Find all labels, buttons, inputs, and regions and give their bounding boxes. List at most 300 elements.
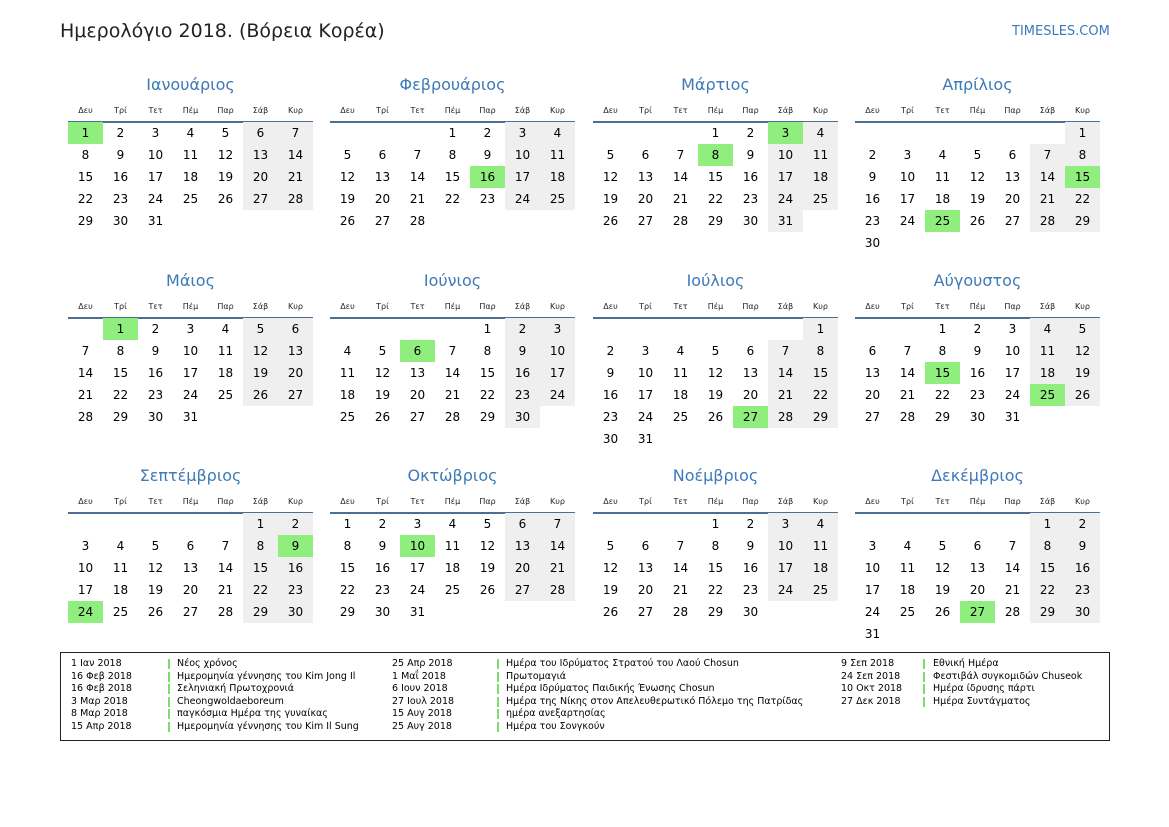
day-cell[interactable]: 7 — [1008, 539, 1017, 553]
day-cell[interactable]: 14 — [672, 561, 689, 575]
holiday-day-cell[interactable]: 3 — [768, 122, 803, 144]
day-cell[interactable]: 25 — [803, 188, 838, 210]
day-cell[interactable]: 5 — [606, 539, 615, 553]
day-cell[interactable]: 6 — [641, 148, 650, 162]
day-cell[interactable]: 31 — [1004, 410, 1021, 424]
day-cell[interactable]: 22 — [339, 583, 356, 597]
day-cell[interactable]: 21 — [409, 192, 426, 206]
day-cell[interactable]: 17 — [637, 388, 654, 402]
day-cell[interactable]: 11 — [182, 148, 199, 162]
day-cell[interactable]: 9 — [746, 148, 755, 162]
day-cell[interactable]: 18 — [803, 557, 838, 579]
day-cell[interactable]: 20 — [374, 192, 391, 206]
day-cell[interactable]: 26 — [707, 410, 724, 424]
day-cell[interactable]: 8 — [448, 148, 457, 162]
day-cell[interactable]: 3 — [186, 322, 195, 336]
day-cell[interactable]: 15 — [1030, 557, 1065, 579]
day-cell[interactable]: 19 — [147, 583, 164, 597]
day-cell[interactable]: 2 — [868, 148, 877, 162]
day-cell[interactable]: 20 — [864, 388, 881, 402]
day-cell[interactable]: 12 — [479, 539, 496, 553]
day-cell[interactable]: 4 — [343, 344, 352, 358]
day-cell[interactable]: 5 — [343, 148, 352, 162]
holiday-day-cell[interactable]: 27 — [733, 406, 768, 428]
day-cell[interactable]: 4 — [186, 126, 195, 140]
day-cell[interactable]: 11 — [803, 144, 838, 166]
day-cell[interactable]: 21 — [672, 583, 689, 597]
day-cell[interactable]: 14 — [77, 366, 94, 380]
day-cell[interactable]: 14 — [1030, 166, 1065, 188]
day-cell[interactable]: 18 — [444, 561, 461, 575]
day-cell[interactable]: 26 — [243, 384, 278, 406]
day-cell[interactable]: 29 — [243, 601, 278, 623]
day-cell[interactable]: 12 — [707, 366, 724, 380]
day-cell[interactable]: 9 — [505, 340, 540, 362]
day-cell[interactable]: 9 — [483, 148, 492, 162]
day-cell[interactable]: 30 — [602, 432, 619, 446]
day-cell[interactable]: 7 — [448, 344, 457, 358]
day-cell[interactable]: 4 — [448, 517, 457, 531]
day-cell[interactable]: 25 — [182, 192, 199, 206]
day-cell[interactable]: 9 — [606, 366, 615, 380]
day-cell[interactable]: 8 — [1065, 144, 1100, 166]
day-cell[interactable]: 26 — [934, 605, 951, 619]
day-cell[interactable]: 13 — [374, 170, 391, 184]
day-cell[interactable]: 3 — [540, 318, 575, 340]
day-cell[interactable]: 17 — [864, 583, 881, 597]
day-cell[interactable]: 28 — [899, 410, 916, 424]
day-cell[interactable]: 17 — [540, 362, 575, 384]
day-cell[interactable]: 2 — [746, 517, 755, 531]
day-cell[interactable]: 5 — [243, 318, 278, 340]
day-cell[interactable]: 14 — [278, 144, 313, 166]
holiday-day-cell[interactable]: 24 — [68, 601, 103, 623]
day-cell[interactable]: 8 — [116, 344, 125, 358]
day-cell[interactable]: 22 — [479, 388, 496, 402]
day-cell[interactable]: 18 — [1030, 362, 1065, 384]
day-cell[interactable]: 15 — [243, 557, 278, 579]
day-cell[interactable]: 20 — [742, 388, 759, 402]
day-cell[interactable]: 31 — [864, 627, 881, 641]
day-cell[interactable]: 24 — [409, 583, 426, 597]
day-cell[interactable]: 25 — [444, 583, 461, 597]
day-cell[interactable]: 23 — [147, 388, 164, 402]
day-cell[interactable]: 4 — [1030, 318, 1065, 340]
day-cell[interactable]: 17 — [505, 166, 540, 188]
day-cell[interactable]: 6 — [505, 513, 540, 535]
day-cell[interactable]: 23 — [505, 384, 540, 406]
day-cell[interactable]: 28 — [217, 605, 234, 619]
day-cell[interactable]: 22 — [707, 192, 724, 206]
day-cell[interactable]: 17 — [1004, 366, 1021, 380]
day-cell[interactable]: 5 — [1065, 318, 1100, 340]
day-cell[interactable]: 7 — [1030, 144, 1065, 166]
day-cell[interactable]: 24 — [637, 410, 654, 424]
day-cell[interactable]: 13 — [742, 366, 759, 380]
day-cell[interactable]: 12 — [339, 170, 356, 184]
day-cell[interactable]: 18 — [934, 192, 951, 206]
day-cell[interactable]: 28 — [444, 410, 461, 424]
day-cell[interactable]: 4 — [803, 122, 838, 144]
day-cell[interactable]: 11 — [934, 170, 951, 184]
day-cell[interactable]: 11 — [444, 539, 461, 553]
day-cell[interactable]: 20 — [409, 388, 426, 402]
day-cell[interactable]: 2 — [278, 513, 313, 535]
day-cell[interactable]: 29 — [339, 605, 356, 619]
day-cell[interactable]: 20 — [505, 557, 540, 579]
day-cell[interactable]: 11 — [339, 366, 356, 380]
day-cell[interactable]: 22 — [77, 192, 94, 206]
day-cell[interactable]: 10 — [768, 535, 803, 557]
day-cell[interactable]: 13 — [1004, 170, 1021, 184]
day-cell[interactable]: 23 — [1065, 579, 1100, 601]
day-cell[interactable]: 7 — [768, 340, 803, 362]
day-cell[interactable]: 30 — [147, 410, 164, 424]
day-cell[interactable]: 22 — [243, 579, 278, 601]
day-cell[interactable]: 8 — [81, 148, 90, 162]
day-cell[interactable]: 6 — [746, 344, 755, 358]
day-cell[interactable]: 8 — [243, 535, 278, 557]
day-cell[interactable]: 14 — [1004, 561, 1021, 575]
day-cell[interactable]: 9 — [868, 170, 877, 184]
day-cell[interactable]: 12 — [243, 340, 278, 362]
day-cell[interactable]: 3 — [81, 539, 90, 553]
day-cell[interactable]: 17 — [768, 557, 803, 579]
day-cell[interactable]: 23 — [479, 192, 496, 206]
day-cell[interactable]: 6 — [1008, 148, 1017, 162]
day-cell[interactable]: 5 — [938, 539, 947, 553]
day-cell[interactable]: 15 — [339, 561, 356, 575]
day-cell[interactable]: 31 — [768, 210, 803, 232]
day-cell[interactable]: 23 — [602, 410, 619, 424]
day-cell[interactable]: 27 — [1004, 214, 1021, 228]
holiday-day-cell[interactable]: 15 — [925, 362, 960, 384]
day-cell[interactable]: 24 — [768, 188, 803, 210]
day-cell[interactable]: 27 — [637, 214, 654, 228]
day-cell[interactable]: 7 — [81, 344, 90, 358]
day-cell[interactable]: 28 — [540, 579, 575, 601]
day-cell[interactable]: 5 — [221, 126, 230, 140]
day-cell[interactable]: 23 — [374, 583, 391, 597]
day-cell[interactable]: 16 — [505, 362, 540, 384]
day-cell[interactable]: 20 — [182, 583, 199, 597]
day-cell[interactable]: 4 — [676, 344, 685, 358]
day-cell[interactable]: 11 — [217, 344, 234, 358]
day-cell[interactable]: 28 — [672, 605, 689, 619]
day-cell[interactable]: 11 — [540, 144, 575, 166]
day-cell[interactable]: 21 — [540, 557, 575, 579]
day-cell[interactable]: 30 — [864, 236, 881, 250]
day-cell[interactable]: 13 — [182, 561, 199, 575]
day-cell[interactable]: 21 — [1004, 583, 1021, 597]
day-cell[interactable]: 25 — [339, 410, 356, 424]
day-cell[interactable]: 14 — [444, 366, 461, 380]
day-cell[interactable]: 1 — [711, 517, 720, 531]
day-cell[interactable]: 7 — [278, 122, 313, 144]
day-cell[interactable]: 12 — [602, 170, 619, 184]
day-cell[interactable]: 9 — [746, 539, 755, 553]
day-cell[interactable]: 23 — [742, 192, 759, 206]
day-cell[interactable]: 10 — [899, 170, 916, 184]
day-cell[interactable]: 21 — [768, 384, 803, 406]
day-cell[interactable]: 23 — [742, 583, 759, 597]
day-cell[interactable]: 29 — [479, 410, 496, 424]
day-cell[interactable]: 7 — [676, 148, 685, 162]
day-cell[interactable]: 20 — [969, 583, 986, 597]
day-cell[interactable]: 19 — [969, 192, 986, 206]
day-cell[interactable]: 16 — [969, 366, 986, 380]
day-cell[interactable]: 30 — [112, 214, 129, 228]
day-cell[interactable]: 26 — [602, 214, 619, 228]
day-cell[interactable]: 18 — [803, 166, 838, 188]
day-cell[interactable]: 6 — [641, 539, 650, 553]
day-cell[interactable]: 18 — [339, 388, 356, 402]
day-cell[interactable]: 13 — [409, 366, 426, 380]
day-cell[interactable]: 2 — [973, 322, 982, 336]
day-cell[interactable]: 8 — [938, 344, 947, 358]
day-cell[interactable]: 19 — [374, 388, 391, 402]
day-cell[interactable]: 8 — [711, 539, 720, 553]
day-cell[interactable]: 25 — [672, 410, 689, 424]
day-cell[interactable]: 10 — [540, 340, 575, 362]
holiday-day-cell[interactable]: 9 — [278, 535, 313, 557]
day-cell[interactable]: 18 — [540, 166, 575, 188]
day-cell[interactable]: 30 — [374, 605, 391, 619]
day-cell[interactable]: 10 — [182, 344, 199, 358]
day-cell[interactable]: 3 — [505, 122, 540, 144]
day-cell[interactable]: 30 — [1065, 601, 1100, 623]
day-cell[interactable]: 12 — [374, 366, 391, 380]
day-cell[interactable]: 27 — [182, 605, 199, 619]
day-cell[interactable]: 27 — [864, 410, 881, 424]
day-cell[interactable]: 19 — [934, 583, 951, 597]
holiday-day-cell[interactable]: 15 — [1065, 166, 1100, 188]
day-cell[interactable]: 11 — [1030, 340, 1065, 362]
day-cell[interactable]: 25 — [217, 388, 234, 402]
day-cell[interactable]: 26 — [969, 214, 986, 228]
day-cell[interactable]: 4 — [540, 122, 575, 144]
day-cell[interactable]: 13 — [864, 366, 881, 380]
holiday-day-cell[interactable]: 25 — [1030, 384, 1065, 406]
day-cell[interactable]: 6 — [973, 539, 982, 553]
day-cell[interactable]: 15 — [444, 170, 461, 184]
day-cell[interactable]: 16 — [742, 170, 759, 184]
day-cell[interactable]: 13 — [278, 340, 313, 362]
day-cell[interactable]: 26 — [217, 192, 234, 206]
day-cell[interactable]: 16 — [864, 192, 881, 206]
day-cell[interactable]: 23 — [112, 192, 129, 206]
day-cell[interactable]: 1 — [803, 318, 838, 340]
day-cell[interactable]: 18 — [672, 388, 689, 402]
day-cell[interactable]: 29 — [707, 605, 724, 619]
day-cell[interactable]: 12 — [147, 561, 164, 575]
day-cell[interactable]: 19 — [243, 362, 278, 384]
day-cell[interactable]: 2 — [505, 318, 540, 340]
day-cell[interactable]: 22 — [1030, 579, 1065, 601]
day-cell[interactable]: 19 — [1065, 362, 1100, 384]
day-cell[interactable]: 16 — [147, 366, 164, 380]
day-cell[interactable]: 5 — [151, 539, 160, 553]
day-cell[interactable]: 11 — [899, 561, 916, 575]
day-cell[interactable]: 17 — [899, 192, 916, 206]
holiday-day-cell[interactable]: 10 — [400, 535, 435, 557]
day-cell[interactable]: 16 — [742, 561, 759, 575]
day-cell[interactable]: 17 — [77, 583, 94, 597]
holiday-day-cell[interactable]: 8 — [698, 144, 733, 166]
day-cell[interactable]: 30 — [969, 410, 986, 424]
day-cell[interactable]: 21 — [77, 388, 94, 402]
day-cell[interactable]: 27 — [637, 605, 654, 619]
day-cell[interactable]: 12 — [217, 148, 234, 162]
day-cell[interactable]: 25 — [540, 188, 575, 210]
holiday-day-cell[interactable]: 1 — [103, 318, 138, 340]
day-cell[interactable]: 17 — [409, 561, 426, 575]
day-cell[interactable]: 26 — [339, 214, 356, 228]
day-cell[interactable]: 2 — [483, 126, 492, 140]
day-cell[interactable]: 24 — [505, 188, 540, 210]
day-cell[interactable]: 6 — [186, 539, 195, 553]
day-cell[interactable]: 31 — [182, 410, 199, 424]
day-cell[interactable]: 4 — [803, 513, 838, 535]
day-cell[interactable]: 7 — [540, 513, 575, 535]
day-cell[interactable]: 3 — [413, 517, 422, 531]
day-cell[interactable]: 12 — [934, 561, 951, 575]
day-cell[interactable]: 4 — [221, 322, 230, 336]
day-cell[interactable]: 28 — [768, 406, 803, 428]
day-cell[interactable]: 24 — [147, 192, 164, 206]
day-cell[interactable]: 10 — [1004, 344, 1021, 358]
day-cell[interactable]: 14 — [540, 535, 575, 557]
day-cell[interactable]: 14 — [899, 366, 916, 380]
day-cell[interactable]: 10 — [77, 561, 94, 575]
day-cell[interactable]: 16 — [112, 170, 129, 184]
day-cell[interactable]: 5 — [483, 517, 492, 531]
day-cell[interactable]: 13 — [637, 561, 654, 575]
day-cell[interactable]: 9 — [151, 344, 160, 358]
day-cell[interactable]: 22 — [444, 192, 461, 206]
day-cell[interactable]: 26 — [479, 583, 496, 597]
day-cell[interactable]: 11 — [112, 561, 129, 575]
day-cell[interactable]: 1 — [1065, 122, 1100, 144]
day-cell[interactable]: 2 — [746, 126, 755, 140]
day-cell[interactable]: 1 — [243, 513, 278, 535]
day-cell[interactable]: 24 — [768, 579, 803, 601]
day-cell[interactable]: 12 — [1065, 340, 1100, 362]
day-cell[interactable]: 19 — [217, 170, 234, 184]
day-cell[interactable]: 20 — [637, 192, 654, 206]
day-cell[interactable]: 18 — [112, 583, 129, 597]
day-cell[interactable]: 9 — [116, 148, 125, 162]
day-cell[interactable]: 29 — [1065, 210, 1100, 232]
holiday-day-cell[interactable]: 16 — [470, 166, 505, 188]
day-cell[interactable]: 30 — [505, 406, 540, 428]
day-cell[interactable]: 15 — [803, 362, 838, 384]
day-cell[interactable]: 26 — [374, 410, 391, 424]
day-cell[interactable]: 20 — [1004, 192, 1021, 206]
day-cell[interactable]: 24 — [899, 214, 916, 228]
day-cell[interactable]: 23 — [864, 214, 881, 228]
day-cell[interactable]: 4 — [116, 539, 125, 553]
day-cell[interactable]: 2 — [1065, 513, 1100, 535]
day-cell[interactable]: 17 — [182, 366, 199, 380]
day-cell[interactable]: 21 — [444, 388, 461, 402]
day-cell[interactable]: 25 — [899, 605, 916, 619]
day-cell[interactable]: 31 — [147, 214, 164, 228]
day-cell[interactable]: 7 — [221, 539, 230, 553]
day-cell[interactable]: 5 — [973, 148, 982, 162]
day-cell[interactable]: 17 — [768, 166, 803, 188]
day-cell[interactable]: 3 — [151, 126, 160, 140]
day-cell[interactable]: 8 — [1030, 535, 1065, 557]
day-cell[interactable]: 4 — [938, 148, 947, 162]
day-cell[interactable]: 20 — [278, 362, 313, 384]
day-cell[interactable]: 26 — [1065, 384, 1100, 406]
day-cell[interactable]: 5 — [711, 344, 720, 358]
day-cell[interactable]: 11 — [672, 366, 689, 380]
day-cell[interactable]: 28 — [409, 214, 426, 228]
day-cell[interactable]: 21 — [217, 583, 234, 597]
day-cell[interactable]: 19 — [602, 583, 619, 597]
day-cell[interactable]: 6 — [278, 318, 313, 340]
day-cell[interactable]: 14 — [409, 170, 426, 184]
day-cell[interactable]: 14 — [768, 362, 803, 384]
day-cell[interactable]: 19 — [479, 561, 496, 575]
day-cell[interactable]: 2 — [116, 126, 125, 140]
day-cell[interactable]: 9 — [1065, 535, 1100, 557]
day-cell[interactable]: 18 — [182, 170, 199, 184]
day-cell[interactable]: 19 — [602, 192, 619, 206]
day-cell[interactable]: 15 — [112, 366, 129, 380]
day-cell[interactable]: 23 — [278, 579, 313, 601]
day-cell[interactable]: 7 — [903, 344, 912, 358]
day-cell[interactable]: 14 — [672, 170, 689, 184]
day-cell[interactable]: 27 — [278, 384, 313, 406]
day-cell[interactable]: 16 — [374, 561, 391, 575]
day-cell[interactable]: 25 — [112, 605, 129, 619]
day-cell[interactable]: 5 — [378, 344, 387, 358]
day-cell[interactable]: 6 — [868, 344, 877, 358]
day-cell[interactable]: 21 — [672, 192, 689, 206]
day-cell[interactable]: 13 — [637, 170, 654, 184]
day-cell[interactable]: 5 — [606, 148, 615, 162]
day-cell[interactable]: 29 — [803, 406, 838, 428]
day-cell[interactable]: 16 — [602, 388, 619, 402]
day-cell[interactable]: 21 — [1030, 188, 1065, 210]
day-cell[interactable]: 1 — [711, 126, 720, 140]
day-cell[interactable]: 21 — [278, 166, 313, 188]
day-cell[interactable]: 20 — [243, 166, 278, 188]
day-cell[interactable]: 8 — [483, 344, 492, 358]
day-cell[interactable]: 21 — [899, 388, 916, 402]
day-cell[interactable]: 7 — [413, 148, 422, 162]
day-cell[interactable]: 2 — [151, 322, 160, 336]
day-cell[interactable]: 24 — [864, 605, 881, 619]
day-cell[interactable]: 17 — [147, 170, 164, 184]
day-cell[interactable]: 30 — [742, 605, 759, 619]
day-cell[interactable]: 9 — [378, 539, 387, 553]
day-cell[interactable]: 29 — [707, 214, 724, 228]
day-cell[interactable]: 27 — [505, 579, 540, 601]
day-cell[interactable]: 22 — [1065, 188, 1100, 210]
day-cell[interactable]: 15 — [707, 561, 724, 575]
day-cell[interactable]: 22 — [707, 583, 724, 597]
day-cell[interactable]: 3 — [641, 344, 650, 358]
day-cell[interactable]: 19 — [339, 192, 356, 206]
day-cell[interactable]: 25 — [803, 579, 838, 601]
day-cell[interactable]: 31 — [409, 605, 426, 619]
day-cell[interactable]: 27 — [374, 214, 391, 228]
day-cell[interactable]: 2 — [378, 517, 387, 531]
